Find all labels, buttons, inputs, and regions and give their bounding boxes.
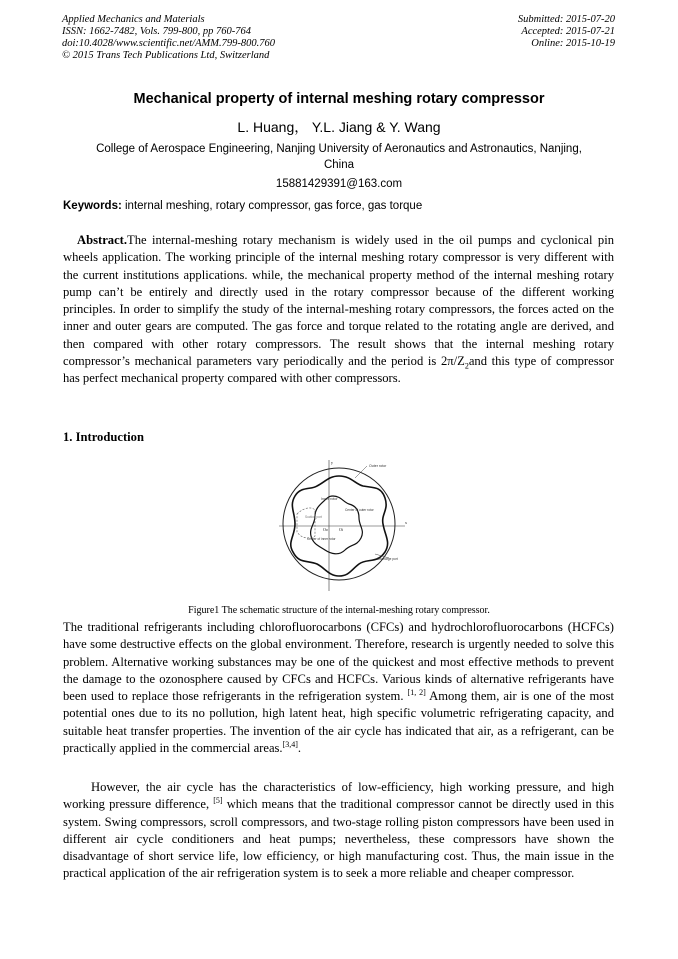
intro-p1-text-a: The traditional refrigerants including chlorofluorocarbons (CFCs) and hydrochlorofluorocarbons (HCFCs) have some destructive effects on the global environment. Therefore, research is urgently needed to solve this problem. Alternative working substances may be one of the quickest and most effective methods to prevent the damage to the ozonosphere caused by CFCs and HCFCs. Various kinds of alternative refrigerants have been used to replace those refrigerants in the refrigeration system. <box>63 620 614 704</box>
citation-5: [5] <box>213 796 223 806</box>
journal-header-right <box>518 14 615 50</box>
label-center-outer: Center of outer rotor <box>345 508 374 512</box>
label-center-inner: Center of inner rotor <box>307 537 336 541</box>
intro-paragraph-1 <box>63 619 614 757</box>
keywords <box>63 200 615 212</box>
submitted-date: Submitted: 2015-07-20 <box>517 14 615 25</box>
intro-p1-text-b: Among them, air is one of the most potential ones due to its no pollution, high latent heat, high specific volumetric refrigerating capacity, and suitable heat transfer properties. The invention of the air cycle has indicated that air, as a refrigerant, can be practically applied in the commercial areas. <box>63 689 614 756</box>
journal-doi: doi:10.4028/www.scientific.net/AMM.799-800.760 <box>62 38 275 49</box>
keywords-text: internal meshing, rotary compressor, gas force, gas torque <box>121 200 423 212</box>
journal-name: Applied Mechanics and Materials <box>62 14 205 25</box>
intro-p2-text-a: However, the air cycle has the characteristics of low-efficiency, high working pressure, and high working pressure difference, <box>63 780 614 812</box>
abstract <box>63 232 614 388</box>
label-y-axis: y <box>331 460 333 465</box>
inner-rotor-shape <box>311 496 363 554</box>
paper-affiliation: College of Aerospace Engineering, Nanjing University of Aeronautics and Astronautics, Nanjing, China <box>96 143 582 171</box>
label-oi: Oi <box>339 527 343 532</box>
section-heading-introduction: 1. Introduction <box>63 430 144 444</box>
journal-copyright: © 2015 Trans Tech Publications Ltd, Switzerland <box>62 50 270 61</box>
accepted-date: Accepted: 2015-07-21 <box>521 26 615 37</box>
journal-header-left <box>62 14 275 62</box>
label-inner-rotor: Inner rotor <box>321 497 338 501</box>
abstract-label: Abstract. <box>77 233 128 247</box>
intro-p1-text-c: . <box>297 741 302 756</box>
citation-3-4: [3,4] <box>282 739 298 749</box>
label-oo: Oo <box>323 527 328 532</box>
intro-p2-text-b: which means that the traditional compressor cannot be directly used in this system. Swing compressors, scroll compressors, and two-stage rolling piston compressors have been used in different air cycle conditioners and heat pumps; nevertheless, these compressors have shown the disadvantage of short service life, low efficiency, or high manufacturing cost. Thus, the main issue in the practical application of the air refrigeration system is to seek a more reliable and cheaper compressor. <box>63 797 615 881</box>
abstract-text-2: and this type of compressor has perfect mechanical property compared with other compressors. <box>63 354 614 386</box>
figure-1-caption: Figure1 The schematic structure of the internal-meshing rotary compressor. <box>188 605 490 616</box>
journal-issn: ISSN: 1662-7482, Vols. 799-800, pp 760-764 <box>62 26 251 37</box>
paper-title: Mechanical property of internal meshing rotary compressor <box>133 91 545 107</box>
citation-1-2: [1, 2] <box>407 688 426 697</box>
online-date: Online: 2015-10-19 <box>531 38 615 49</box>
label-suction-port: Suction port <box>305 515 323 519</box>
intro-paragraph-2 <box>63 779 614 883</box>
paper-email: 15881429391@163.com <box>275 178 403 190</box>
abstract-subscript: 2 <box>464 361 469 371</box>
housing-circle <box>283 468 395 580</box>
keywords-label: Keywords: <box>63 200 122 212</box>
suction-region <box>297 508 315 538</box>
label-discharge-port: Discharge port <box>377 557 398 561</box>
abstract-text-1: The internal-meshing rotary mechanism is widely used in the oil pumps and cyclonical pin wheels application. The working principle of the internal meshing rotary compressor is very different with the current institutions applications. while, the mechanical property method of the internal meshing rotary pump can’t be entirely and directly used in the rotary compressor because of the different working principles. In order to simplify the study of the internal-meshing rotary compressors, the forces acted on the inner and outer gears are computed. The gas force and torque related to the rotating angle are derived, and then compared with other rotary compressors. The result shows that the internal meshing rotary compressor’s mechanical parameters vary periodically and the period is 2π/Z <box>63 233 614 369</box>
paper-authors: L. Huang， Y.L. Jiang & Y. Wang <box>237 119 441 135</box>
label-x-axis: x <box>405 520 407 525</box>
leader-line-outer <box>355 466 367 478</box>
figure-1-diagram <box>259 456 419 596</box>
label-outer-rotor: Outer rotor <box>369 464 387 468</box>
figure-1 <box>259 456 419 596</box>
